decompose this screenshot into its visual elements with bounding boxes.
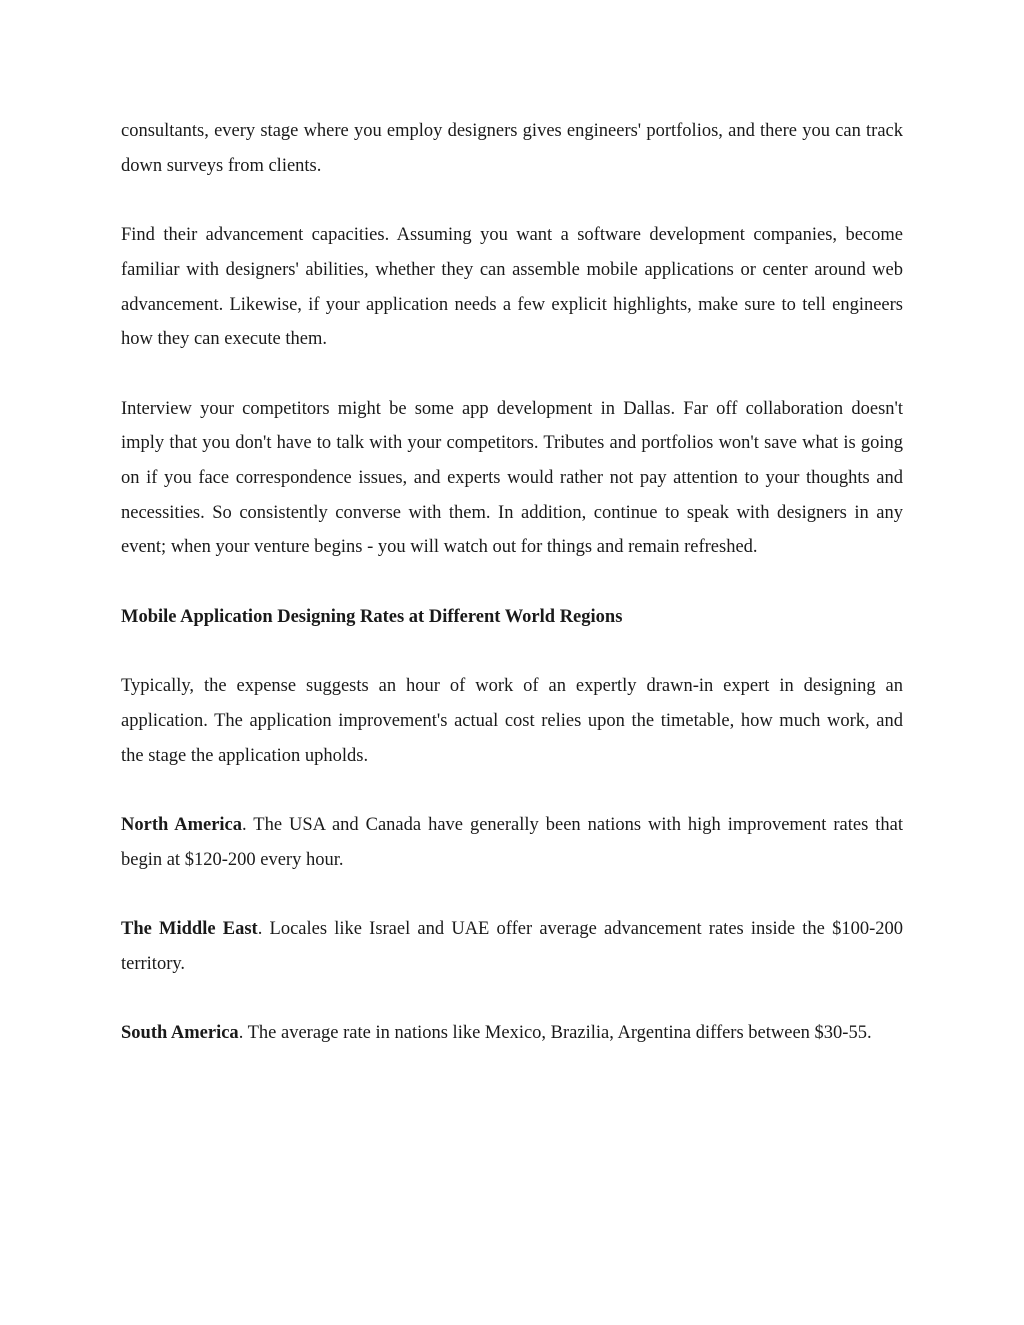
region-text: . Locales like Israel and UAE offer average advancement rates inside the $100-200 territory. [121, 919, 903, 974]
paragraph-advancement-capacities: Find their advancement capacities. Assuming you want a software development companies, become familiar with designers' abilities, whether they can assemble mobile applications or center around web advancement. Likewise, if your application needs a few explicit highlights, make sure to tell engineers how they can execute them. [121, 225, 903, 350]
paragraph-interview-competitors: Interview your competitors might be some app development in Dallas. Far off collaboration doesn't imply that you don't have to talk with your competitors. Tributes and portfolios won't save what is going on if you face correspondence issues, and experts would rather not pay attention to your thoughts and necessities. So consistently converse with them. In addition, continue to speak with designers in any event; when your venture begins - you will watch out for things and remain refreshed. [121, 398, 903, 558]
region-middle-east [121, 912, 903, 981]
document-page [121, 114, 903, 1086]
section-heading: Mobile Application Designing Rates at Different World Regions [121, 606, 623, 627]
region-name: South America [121, 1023, 239, 1044]
region-name: The Middle East [121, 919, 258, 940]
region-text: . The average rate in nations like Mexico, Brazilia, Argentina differs between $30-55. [238, 1023, 872, 1044]
region-north-america [121, 808, 903, 877]
region-name: North America [121, 814, 243, 835]
paragraph-rates-intro: Typically, the expense suggests an hour of work of an expertly drawn-in expert in designing an application. The application improvement's actual cost relies upon the timetable, how much work, and the stage the application upholds. [121, 676, 903, 766]
region-text: . The USA and Canada have generally been nations with high improvement rates that begin at $120-200 every hour. [121, 814, 904, 870]
paragraph-consultants: consultants, every stage where you employ designers gives engineers' portfolios, and there you can track down surveys from clients. [121, 121, 903, 176]
region-south-america [121, 1016, 903, 1051]
